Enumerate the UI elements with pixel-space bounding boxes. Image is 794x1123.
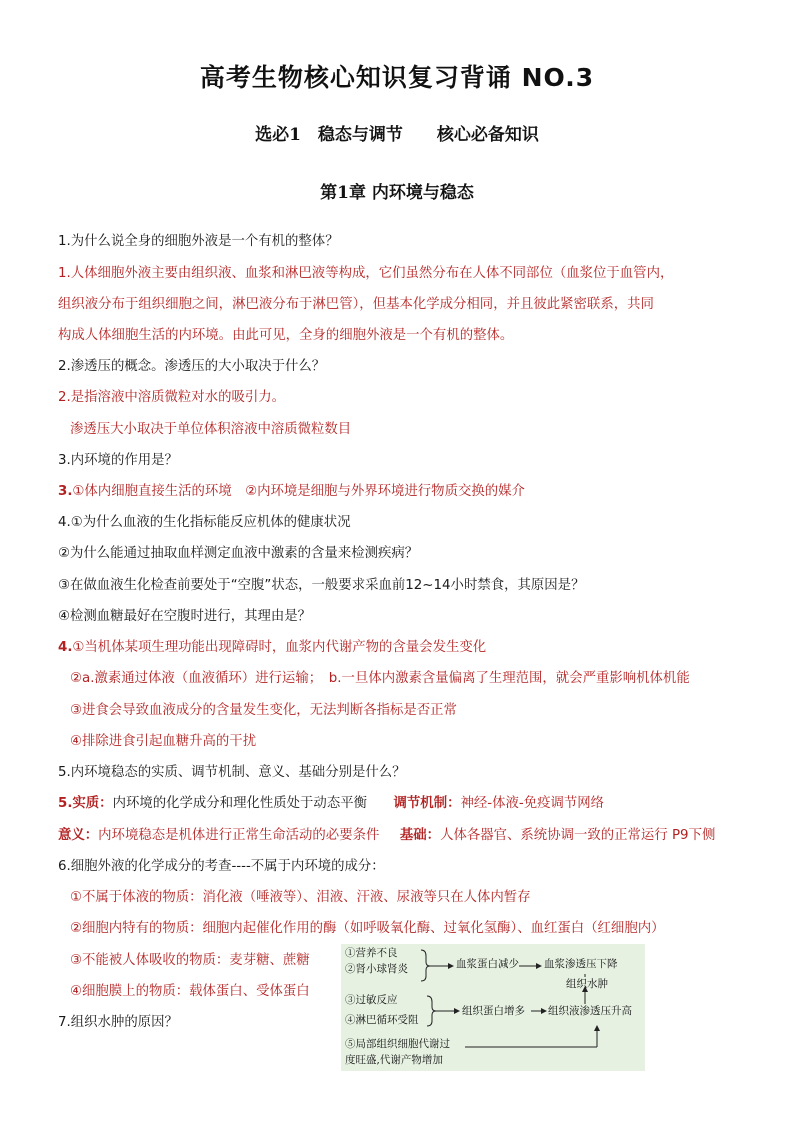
- essence-text: 内环境的化学成分和理化性质处于动态平衡: [112, 796, 367, 811]
- edema-cause-diagram: [341, 944, 645, 1071]
- answer-1-line-3: 构成人体细胞生活的内环境。由此可见，全身的细胞外液是一个有机的整体。: [58, 328, 514, 343]
- question-6: 6.细胞外液的化学成分的考查----不属于内环境的成分：: [58, 859, 385, 874]
- answer-1-line-2: 组织液分布于组织细胞之间，淋巴液分布于淋巴管），但基本化学成分相同，并且彼此紧密联系，共同: [58, 297, 654, 312]
- answer-4-part-4: ④排除进食引起血糖升高的干扰: [70, 734, 257, 749]
- node-plasma-protein-decrease: 血浆蛋白减少: [456, 958, 519, 970]
- cause-malnutrition: ①营养不良: [345, 947, 398, 959]
- basis-label: 基础：: [399, 828, 441, 843]
- page-title: 高考生物核心知识复习背诵 NO.3: [199, 63, 595, 92]
- cause-lymph-blocked: ④淋巴循环受阻: [345, 1014, 419, 1026]
- answer-6-part-1: ①不属于体液的物质：消化液（唾液等）、泪液、汗液、尿液等只在人体内暂存: [70, 890, 531, 905]
- answer-4-part-1: [58, 639, 486, 657]
- question-2: 2.渗透压的概念。渗透压的大小取决于什么？: [58, 359, 326, 374]
- node-plasma-osmotic-drop: 血浆渗透压下降: [544, 958, 618, 970]
- question-3: 3.内环境的作用是？: [58, 453, 178, 468]
- cause-allergic-reaction: ③过敏反应: [345, 994, 398, 1006]
- cause-local-metabolism-line-1: ⑤局部组织细胞代谢过: [345, 1038, 450, 1050]
- answer-3-number: 3.: [58, 484, 73, 499]
- essence-label: 5.实质：: [58, 796, 113, 811]
- page-subtitle: 选必1 稳态与调节 核心必备知识: [255, 125, 539, 145]
- regulation-text: 神经-体液-免疫调节网络: [460, 796, 605, 811]
- meaning-label: 意义：: [58, 828, 99, 843]
- answer-6-part-2: ②细胞内特有的物质：细胞内起催化作用的酶（如呼吸氧化酶、过氧化氢酶）、血红蛋白（红细胞内）: [70, 921, 665, 936]
- question-5: 5.内环境稳态的实质、调节机制、意义、基础分别是什么？: [58, 765, 406, 780]
- question-4-part-4: ④检测血糖最好在空腹时进行，其理由是？: [58, 609, 312, 624]
- basis-text: 人体各器官、系统协调一致的正常运行 P9下侧: [440, 828, 716, 843]
- answer-5-line-2: [58, 827, 715, 845]
- chapter-heading: 第1章 内环境与稳态: [320, 183, 474, 203]
- question-4-part-1: 4.①为什么血液的生化指标能反应机体的健康状况: [58, 515, 351, 530]
- answer-4-number: 4.: [58, 640, 73, 655]
- node-tissue-edema: 组织水肿: [566, 978, 608, 990]
- cause-local-metabolism-line-2: 度旺盛,代谢产物增加: [345, 1054, 443, 1066]
- answer-4-part-2: ②a.激素通过体液（血液循环）进行运输； b.一旦体内激素含量偏离了生理范围，就会严重影响机体机能: [70, 671, 690, 686]
- question-4-part-2: ②为什么能通过抽取血样测定血液中激素的含量来检测疾病？: [58, 546, 419, 561]
- question-1: 1.为什么说全身的细胞外液是一个有机的整体？: [58, 234, 339, 249]
- regulation-label: 调节机制：: [393, 796, 461, 811]
- question-4-part-3: ③在做血液生化检查前要处于“空腹”状态，一般要求采血前12~14小时禁食，其原因是？: [58, 578, 585, 593]
- node-tissue-osmotic-rise: 组织液渗透压升高: [548, 1005, 632, 1017]
- answer-3-text: ①体内细胞直接生活的环境 ②内环境是细胞与外界环境进行物质交换的媒介: [72, 484, 525, 499]
- answer-4-part-3: ③进食会导致血液成分的含量发生变化，无法判断各指标是否正常: [70, 703, 457, 718]
- answer-5-line-1: [58, 795, 604, 813]
- answer-6-part-3: ③不能被人体吸收的物质：麦芽糖、蔗糖: [70, 953, 310, 968]
- meaning-text: 内环境稳态是机体进行正常生命活动的必要条件: [98, 828, 380, 843]
- answer-2-line-2: 渗透压大小取决于单位体积溶液中溶质微粒数目: [70, 422, 352, 437]
- answer-3: [58, 483, 525, 501]
- answer-4-part-1-text: ①当机体某项生理功能出现障碍时，血浆内代谢产物的含量会发生变化: [72, 640, 487, 655]
- question-7: 7.组织水肿的原因？: [58, 1015, 178, 1030]
- answer-1-line-1: 1.人体细胞外液主要由组织液、血浆和淋巴液等构成，它们虽然分布在人体不同部位（血浆位于血管内，: [58, 266, 674, 281]
- answer-6-part-4: ④细胞膜上的物质：载体蛋白、受体蛋白: [70, 984, 310, 999]
- cause-glomerulonephritis: ②肾小球肾炎: [345, 963, 408, 975]
- answer-2-line-1: 2.是指溶液中溶质微粒对水的吸引力。: [58, 390, 286, 405]
- node-tissue-protein-increase: 组织蛋白增多: [462, 1005, 525, 1017]
